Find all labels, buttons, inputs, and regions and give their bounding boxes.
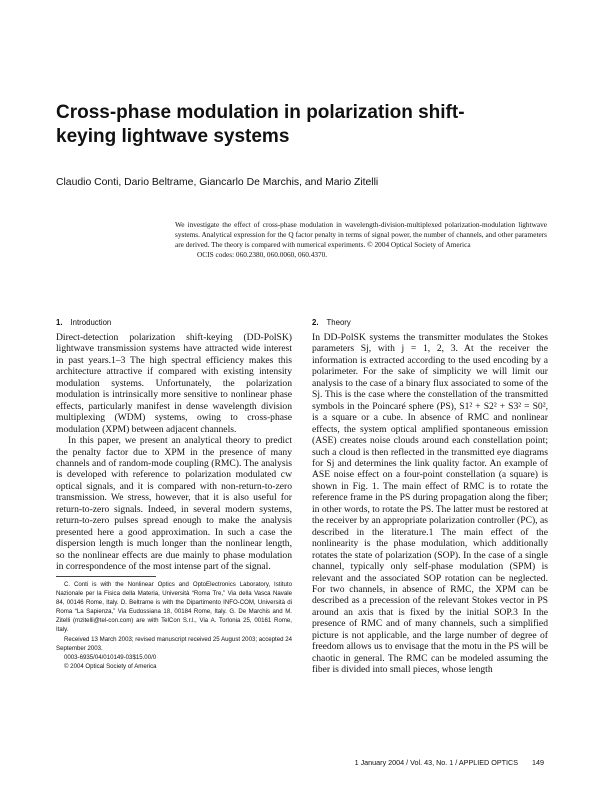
intro-paragraph-1: Direct-detection polarization shift-keying (DD-PolSK) lightwave transmission systems have attracted wide interest in past years.1–3 The high spectral efficiency makes this architecture attractive if compared with existing intensity modulation systems. Unfortunately, the polarization modulation is intrinsically more sensitive to nonlinear phase effects, particularly manifest in dense wavelength division multiplexing (WDM) systems, owing to cross-phase modulation (XPM) between adjacent channels.	[56, 332, 292, 435]
section-title: Theory	[326, 318, 351, 327]
section-heading-introduction	[56, 318, 292, 328]
paper-title: Cross-phase modulation in polarization shift-keying lightwave systems	[56, 102, 465, 147]
section-title: Introduction	[70, 318, 112, 327]
right-column	[312, 318, 548, 676]
abstract-text: We investigate the effect of cross-phase modulation in wavelength-division-multiplexed polarization-modulation lightwave systems. Analytical expression for the Q factor penalty in terms of signal power, the number of channels, and other parameters are derived. The theory is compared with numerical experiments. © 2004 Optical Society of America	[175, 220, 547, 249]
abstract	[175, 220, 547, 260]
footnote-code: 0003-6935/04/010149-03$15.00/0	[64, 653, 157, 661]
theory-paragraph-1: In DD-PolSK systems the transmitter modulates the Stokes parameters Sj, with j = 1, 2, 3. At the receiver the information is extracted according to the used encoding by a polarimeter. For the sake of simplicity we will limit our analysis to the case of a binary flux associated to some of the Sj. This is the case where the constellation of the transmitted symbols in the Poincaré sphere (PS), S1² + S2² + S3² = S0², is a square or a cube. In absence of RMC and nonlinear effects, the system optical amplified spontaneous emission (ASE) creates noise clouds around each constellation point; such a cloud is then reflected in the transmitted eye diagrams for Sj and determines the link quality factor. An example of ASE noise effect on a four-point constellation (a square) is shown in Fig. 1. The main effect of RMC is to rotate the reference frame in the PS during propagation along the fiber; in other words, to rotate the PS. The latter must be restored at the receiver by an appropriate polarization controller (PC), as described in the literature.1 The main effect of the nonlinearity is the phase modulation, which additionally rotates the state of polarization (SOP). In the case of a single channel, typically only self-phase modulation (SPM) is relevant and the associated SOP rotation can be neglected. For two channels, in absence of RMC, the XPM can be described as a precession of the relevant Stokes vector in PS around an axis that is fixed by the initial SOP.3 In the presence of RMC and of many channels, such a simplified picture is not applicable, and the large number of degree of freedom allows us to envisage that the motu in the PS will be chaotic in general. The RMC can be modeled assuming the fiber is divided into small pieces, whose length	[312, 332, 548, 676]
footnote-affiliations: C. Conti is with the Nonlinear Optics and OptoElectronics Laboratory, Istituto Nazionale per la Fisica della Materia, Università “Roma Tre,” Via della Vasca Navale 84, 00146 Rome, Italy. D. Beltrame is with the Dipartimento INFO-COM, Università di Roma “La Sapienza,” Via Eudossiana 18, 00184 Rome, Italy. G. De Marchis and M. Zitelli (mzitelli@tel-con.com) are with TelCon S.r.l., Via A. Torlonia 25, 00161 Rome, Italy.	[56, 581, 292, 634]
section-number: 2.	[312, 318, 319, 327]
author-list: Claudio Conti, Dario Beltrame, Giancarlo De Marchis, and Mario Zitelli	[56, 177, 379, 188]
ocis-codes: OCIS codes: 060.2380, 060.0060, 060.4370.	[197, 250, 328, 259]
left-column	[56, 318, 292, 573]
footnotes	[56, 580, 292, 671]
page-number: 149	[532, 758, 544, 767]
footnote-copyright: © 2004 Optical Society of America	[64, 662, 157, 670]
running-footer	[355, 758, 544, 767]
footnote-rule	[56, 576, 156, 577]
section-number: 1.	[56, 318, 63, 327]
intro-paragraph-2: In this paper, we present an analytical theory to predict the penalty factor due to XPM in the presence of many channels and of random-mode coupling (RMC). The analysis is developed with reference to polarization modulated cw optical signals, and it is compared with non-return-to-zero transmission. We stress, however, that it is also useful for return-to-zero signals. Indeed, in several modern systems, return-to-zero pulses spread enough to make the analysis presented here a good approximation. In such a case the dispersion length is much longer than the nonlinear length, so the nonlinear effects are due mainly to phase modulation in correspondence of the most intense part of the signal.	[56, 435, 292, 573]
journal-citation: 1 January 2004 / Vol. 43, No. 1 / APPLIED OPTICS	[354, 758, 518, 767]
footnote-received: Received 13 March 2003; revised manuscript received 25 August 2003; accepted 24 September 2003.	[56, 635, 292, 652]
section-heading-theory	[312, 318, 548, 328]
